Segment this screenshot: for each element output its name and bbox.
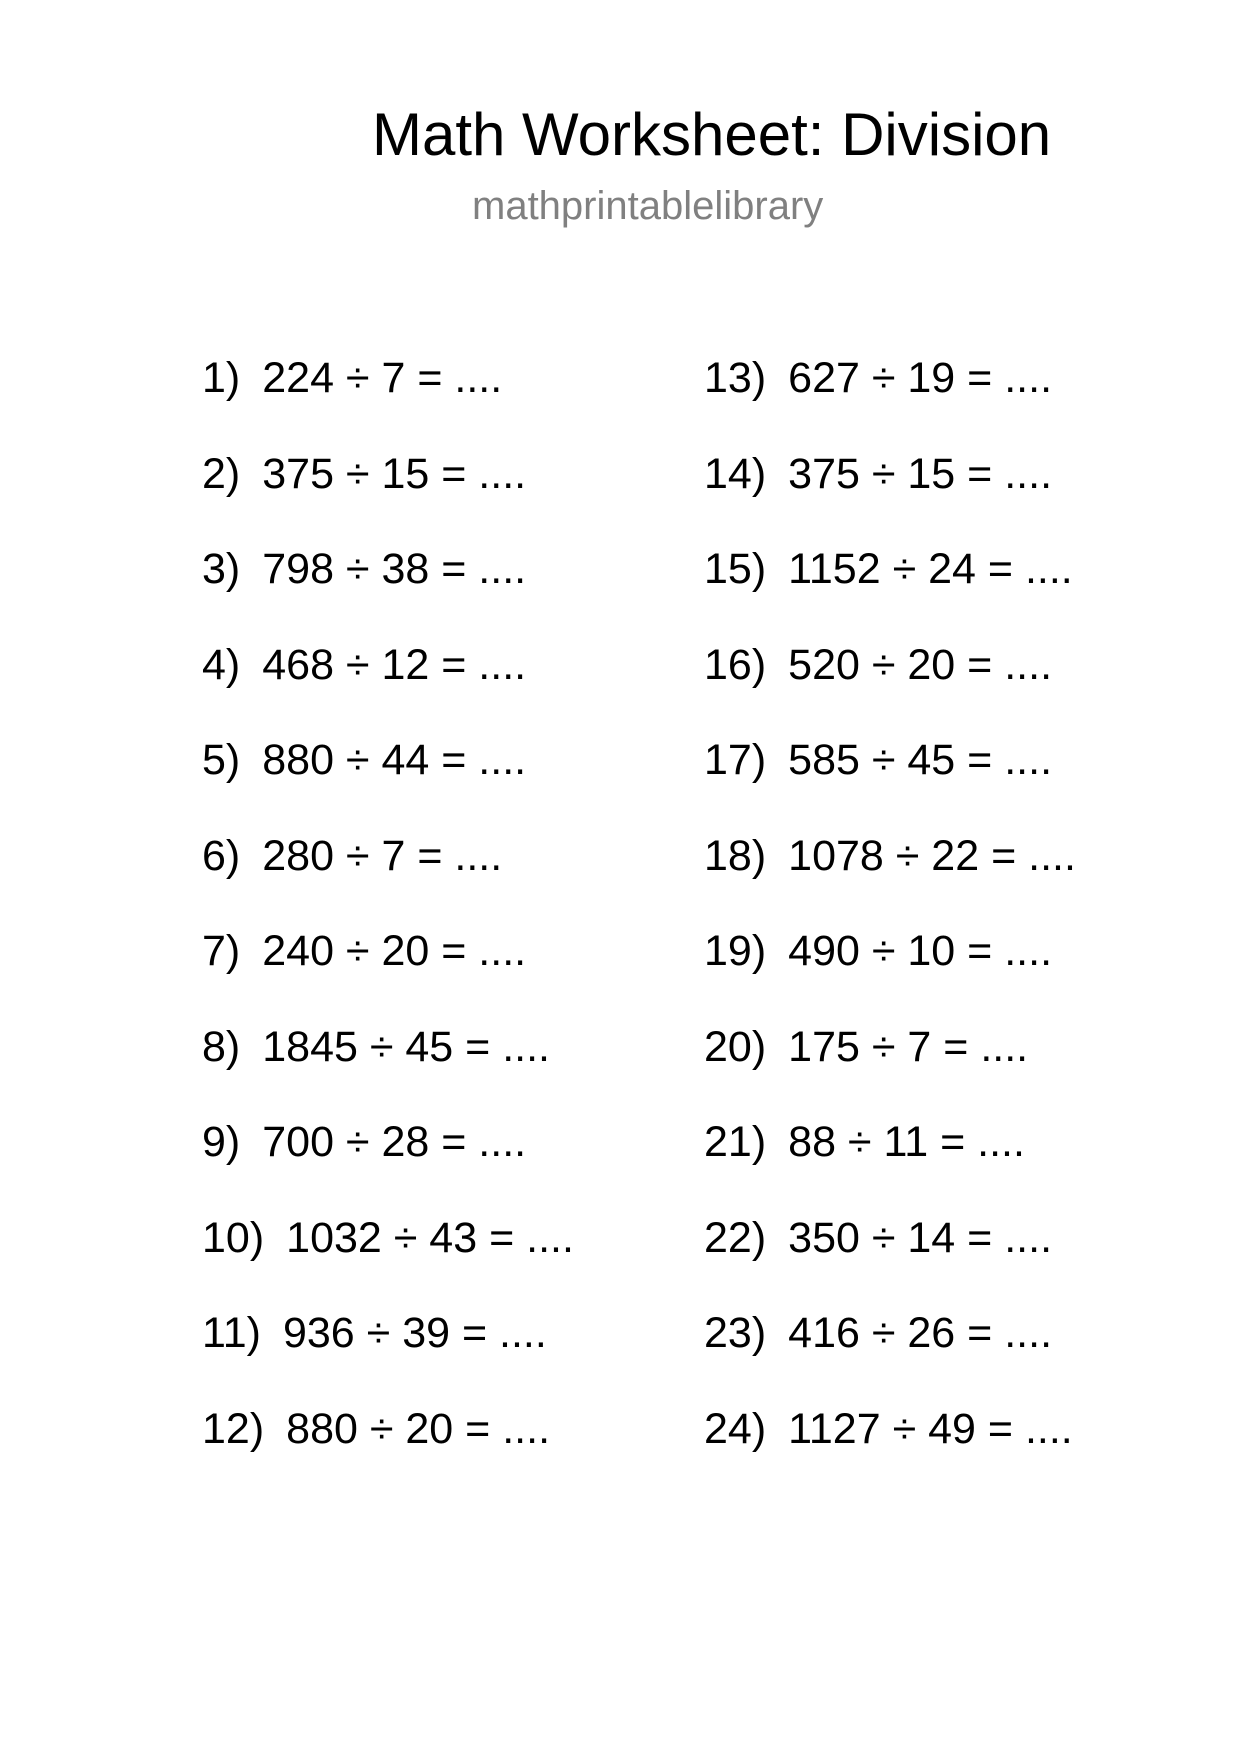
problem-number: 12) (202, 1404, 265, 1453)
problem-expression: 375 ÷ 15 = .... (788, 449, 1053, 498)
problem-expression: 280 ÷ 7 = .... (262, 831, 503, 880)
problem-item (704, 1021, 1076, 1117)
problem-item (202, 1021, 574, 1117)
problem-item (202, 1307, 574, 1403)
problem-number: 4) (202, 640, 241, 689)
problem-expression: 627 ÷ 19 = .... (788, 354, 1053, 402)
problem-expression: 240 ÷ 20 = .... (262, 927, 527, 975)
problem-expression: 224 ÷ 7 = .... (262, 354, 503, 402)
problem-expression: 936 ÷ 39 = .... (282, 1309, 547, 1357)
problem-expression: 880 ÷ 44 = .... (262, 736, 527, 784)
problem-expression: 798 ÷ 38 = .... (262, 545, 527, 593)
problem-item (202, 352, 574, 448)
problem-item (704, 1212, 1076, 1308)
problem-number: 7) (202, 927, 241, 975)
problem-number: 17) (704, 736, 767, 784)
problem-expression: 585 ÷ 45 = .... (788, 736, 1053, 784)
problem-number: 13) (704, 354, 767, 402)
problem-expression: 468 ÷ 12 = .... (262, 640, 527, 689)
problem-number: 21) (704, 1118, 767, 1166)
problem-number: 5) (202, 736, 241, 784)
worksheet-title: Math Worksheet: Division (372, 101, 1052, 168)
problem-item (704, 1116, 1076, 1212)
problem-item (202, 925, 574, 1021)
problem-item (202, 1116, 574, 1212)
problem-expression: 350 ÷ 14 = .... (788, 1213, 1053, 1262)
problem-item (704, 1403, 1076, 1499)
problem-number: 6) (202, 831, 241, 880)
problem-item (202, 1403, 574, 1499)
problem-number: 10) (202, 1213, 265, 1262)
problem-column-left (202, 352, 574, 1498)
problem-number: 19) (704, 927, 767, 975)
problem-expression: 375 ÷ 15 = .... (262, 449, 527, 498)
problem-item (704, 734, 1076, 830)
problem-number: 22) (704, 1213, 767, 1262)
problem-item (704, 925, 1076, 1021)
problem-expression: 175 ÷ 7 = .... (788, 1022, 1029, 1071)
problem-number: 16) (704, 640, 767, 689)
problem-item (704, 543, 1076, 639)
problem-number: 18) (704, 831, 767, 880)
problem-item (202, 543, 574, 639)
problem-number: 23) (704, 1309, 767, 1357)
problem-item (704, 830, 1076, 926)
problem-number: 1) (202, 354, 241, 402)
problem-expression: 1152 ÷ 24 = .... (788, 545, 1073, 593)
problem-item (202, 639, 574, 735)
problem-expression: 520 ÷ 20 = .... (788, 640, 1053, 689)
problem-expression: 416 ÷ 26 = .... (788, 1309, 1053, 1357)
problem-expression: 1078 ÷ 22 = .... (788, 831, 1076, 880)
problem-expression: 490 ÷ 10 = .... (788, 927, 1053, 975)
problem-item (202, 830, 574, 926)
problem-item (202, 448, 574, 544)
problem-number: 9) (202, 1118, 241, 1166)
problem-item (202, 1212, 574, 1308)
problem-expression: 1127 ÷ 49 = .... (788, 1404, 1073, 1453)
problem-number: 11) (202, 1309, 261, 1357)
problem-expression: 1845 ÷ 45 = .... (262, 1022, 551, 1071)
problem-item (202, 734, 574, 830)
problem-expression: 1032 ÷ 43 = .... (286, 1213, 574, 1262)
problem-expression: 700 ÷ 28 = .... (262, 1118, 527, 1166)
problem-item (704, 448, 1076, 544)
problem-expression: 880 ÷ 20 = .... (286, 1404, 551, 1453)
problem-number: 14) (704, 449, 767, 498)
worksheet-subtitle: mathprintablelibrary (472, 184, 824, 228)
problem-number: 15) (704, 545, 767, 593)
problem-number: 2) (202, 449, 241, 498)
problem-number: 20) (704, 1022, 767, 1071)
problem-number: 8) (202, 1022, 241, 1071)
problem-expression: 88 ÷ 11 = .... (788, 1118, 1025, 1166)
problem-item (704, 352, 1076, 448)
problem-number: 24) (704, 1404, 767, 1453)
problem-item (704, 639, 1076, 735)
problem-column-right (704, 352, 1076, 1498)
problem-item (704, 1307, 1076, 1403)
problem-number: 3) (202, 545, 241, 593)
